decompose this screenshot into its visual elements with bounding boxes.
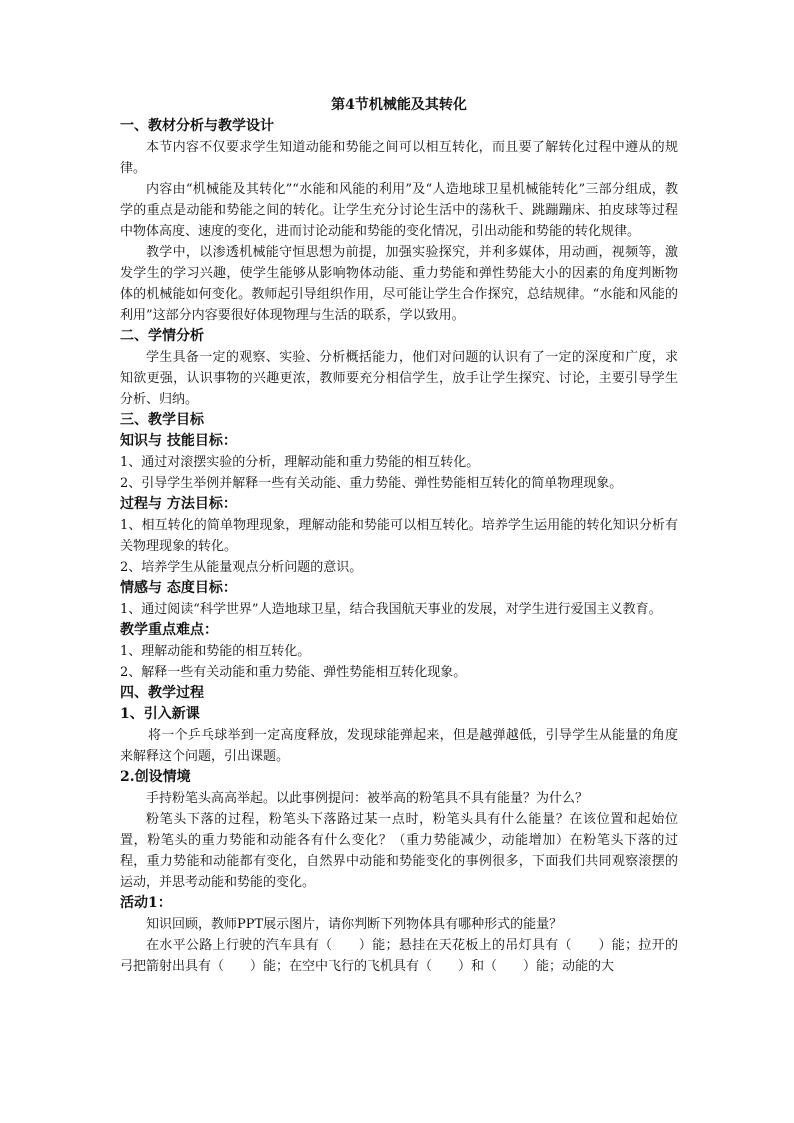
section-heading-teaching-goals: 三、教学目标 <box>120 412 204 428</box>
list-item: 1、相互转化的简单物理现象，理解动能和势能可以相互转化。培养学生运用能的转化知识分析有关物理现象的转化。 <box>120 518 678 554</box>
subheading-knowledge-goals: 知识与 技能目标： <box>120 433 237 449</box>
list-item: 2、解释一些有关动能和重力势能、弹性势能相互转化现象。 <box>120 665 467 680</box>
list-item: 1、理解动能和势能的相互转化。 <box>120 644 311 659</box>
paragraph: 在水平公路上行驶的汽车具有（ ）能；悬挂在天花板上的吊灯具有（ ）能；拉开的弓把箭射出具有（ ）能；在空中飞行的飞机具有（ ）和（ ）能；动能的大 <box>120 938 678 974</box>
paragraph: 本节内容不仅要求学生知道动能和势能之间可以相互转化，而且要了解转化过程中遵从的规律。 <box>120 140 678 176</box>
paragraph: 手持粉笔头高高举起。以此事例提问：被举高的粉笔具不具有能量？为什么？ <box>146 791 589 806</box>
subheading-activity-1: 活动1： <box>120 895 172 911</box>
subheading-emotion-goals: 情感与 态度目标： <box>120 580 237 596</box>
document-page <box>120 96 678 977</box>
list-item: 2、引导学生举例并解释一些有关动能、重力势能、弹性势能相互转化的简单物理现象。 <box>120 476 623 491</box>
paragraph: 知识回顾，教师PPT展示图片，请你判断下列物体具有哪种形式的能量？ <box>146 917 563 932</box>
subheading-introduction: 1、引入新课 <box>120 706 200 722</box>
subheading-scenario: 2.创设情境 <box>120 769 191 785</box>
paragraph: 粉笔头下落的过程，粉笔头下落路过某一点时，粉笔头具有什么能量？在该位置和起始位置，粉笔头的重力势能和动能各有什么变化？（重力势能减少，动能增加）在粉笔头下落的过程，重力势能和动能都有变化，自然界中动能和势能变化的事例很多，下面我们共同观察滚摆的运动，并思考动能和势能的变化。 <box>120 812 678 890</box>
list-item: 2、培养学生从能量观点分析问题的意识。 <box>120 560 363 575</box>
subheading-key-points: 教学重点难点： <box>120 622 218 638</box>
subheading-process-goals: 过程与 方法目标： <box>120 496 237 512</box>
section-heading-teaching-process: 四、教学过程 <box>120 685 204 701</box>
section-heading-student-analysis: 二、学情分析 <box>120 328 204 344</box>
page-title: 第4节机械能及其转化 <box>331 97 467 113</box>
list-item: 1、通过阅读“科学世界”人造地球卫星，结合我国航天事业的发展，对学生进行爱国主义教育。 <box>120 602 662 617</box>
section-heading-material-analysis: 一、教材分析与教学设计 <box>120 118 274 134</box>
paragraph: 内容由“机械能及其转化”“水能和风能的利用”及“人造地球卫星机械能转化”三部分组成，教学的重点是动能和势能之间的转化。让学生充分讨论生活中的荡秋千、跳蹦蹦床、拍皮球等过程中物体高度、速度的变化，进而讨论动能和势能的变化情况，引出动能和势能的转化规律。 <box>120 182 678 239</box>
list-item: 1、通过对滚摆实验的分析，理解动能和重力势能的相互转化。 <box>120 455 480 470</box>
paragraph: 将一个乒乓球举到一定高度释放，发现球能弹起来，但是越弹越低，引导学生从能量的角度来解释这个问题，引出课题。 <box>120 728 678 764</box>
paragraph: 学生具备一定的观察、实验、分析概括能力，他们对问题的认识有了一定的深度和广度，求知欲更强，认识事物的兴趣更浓，教师要充分相信学生，放手让学生探究、讨论，主要引导学生分析、归纳。 <box>120 350 678 407</box>
paragraph: 教学中，以渗透机械能守恒思想为前提，加强实验探究，并利多媒体，用动画，视频等，激发学生的学习兴趣，使学生能够从影响物体动能、重力势能和弹性势能大小的因素的角度判断物体的机械能如何变化。教师起引导组织作用，尽可能让学生合作探究，总结规律。“水能和风能的利用”这部分内容要很好体现物理与生活的联系，学以致用。 <box>120 245 678 323</box>
